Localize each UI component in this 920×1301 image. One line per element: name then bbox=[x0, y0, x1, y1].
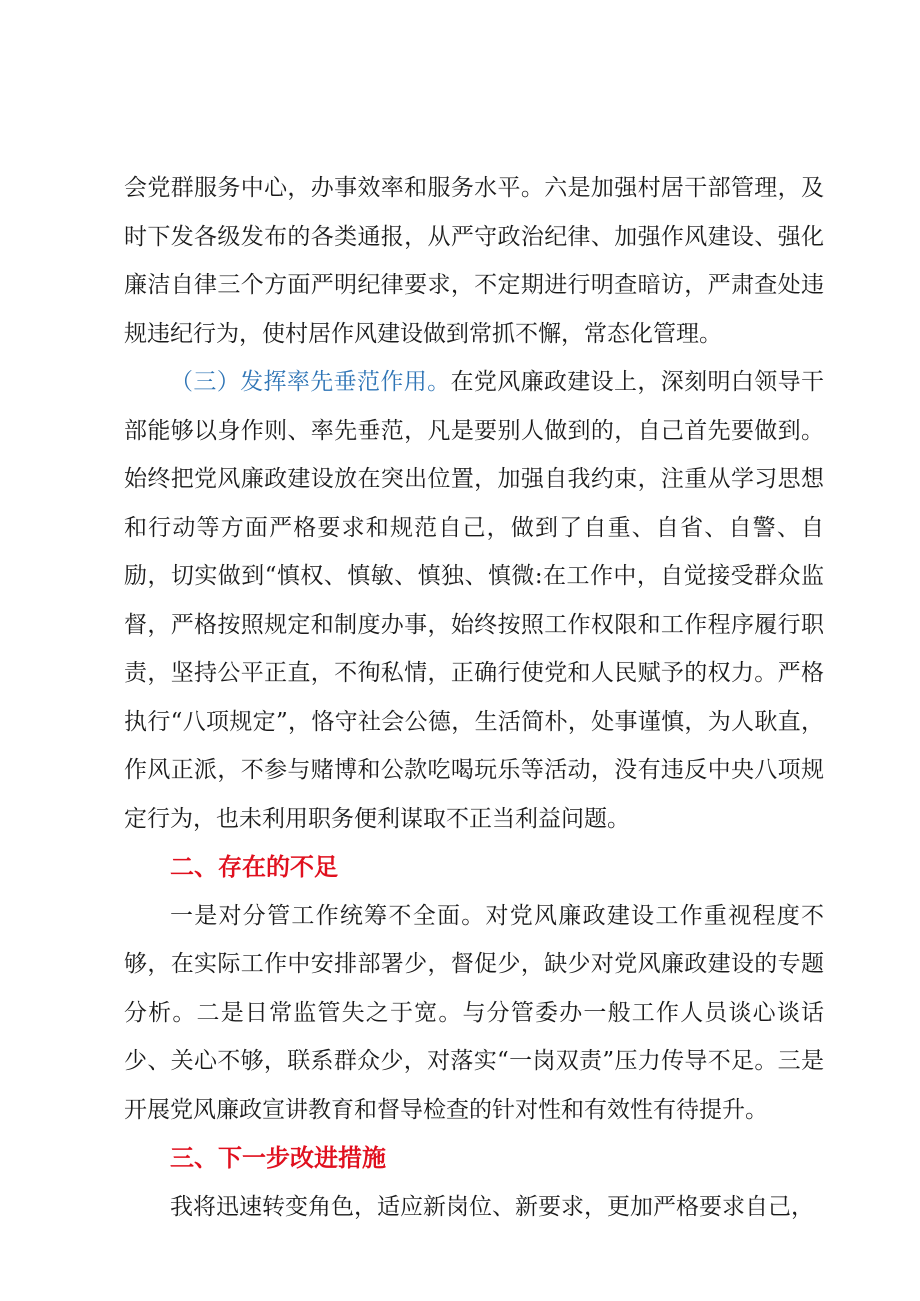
paragraph-next-steps: 我将迅速转变角色，适应新岗位、新要求，更加严格要求自己， bbox=[170, 1193, 814, 1220]
paragraph-lead-by-example-body: 在党风廉政建设上，深刻明白领导干部能够以身作则、率先垂范，凡是要别人做到的，自己首先要做到。始终把党风廉政建设放在突出位置，加强自我约束，注重从学习思想和行动等方面严格要求和规范自己，做到了自重、自省、自警、自励，切实做到“慎权、慎敏、慎独、慎微:在工作中，自觉接受群众监督，严格按照规定和制度办事，始终按照工作权限和工作程序履行职责，坚持公平正直，不徇私情，正确行使党和人民赋予的权力。严格执行“八项规定”，恪守社会公德，生活简朴，处事谨慎，为人耿直，作风正派，不参与赌博和公款吃喝玩乐等活动，没有违反中央八项规定行为，也未利用职务便利谋取不正当利益问题。 bbox=[124, 369, 825, 832]
paragraph-shortcomings: 一是对分管工作统筹不全面。对党风廉政建设工作重视程度不够，在实际工作中安排部署少，督促少，缺少对党风廉政建设的专题分析。二是日常监管失之于宽。与分管委办一般工作人员谈心谈话少、关心不够，联系群众少，对落实“一岗双责”压力传导不足。三是开展党风廉政宣讲教育和督导检查的针对性和有效性有待提升。 bbox=[124, 902, 824, 1123]
subheading-lead-by-example: （三）发挥率先垂范作用。 bbox=[170, 369, 451, 395]
paragraph-lead-by-example bbox=[124, 358, 824, 843]
section-heading-next-steps: 三、下一步改进措施 bbox=[170, 1144, 386, 1172]
section-heading-shortcomings: 二、存在的不足 bbox=[170, 853, 338, 881]
paragraph-continuation: 会党群服务中心，办事效率和服务水平。六是加强村居干部管理，及时下发各级发布的各类通报，从严守政治纪律、加强作风建设、强化廉洁自律三个方面严明纪律要求，不定期进行明查暗访，严肃查处违规违纪行为，使村居作风建设做到常抓不懈，常态化管理。 bbox=[124, 175, 824, 347]
document-body bbox=[124, 164, 824, 1231]
